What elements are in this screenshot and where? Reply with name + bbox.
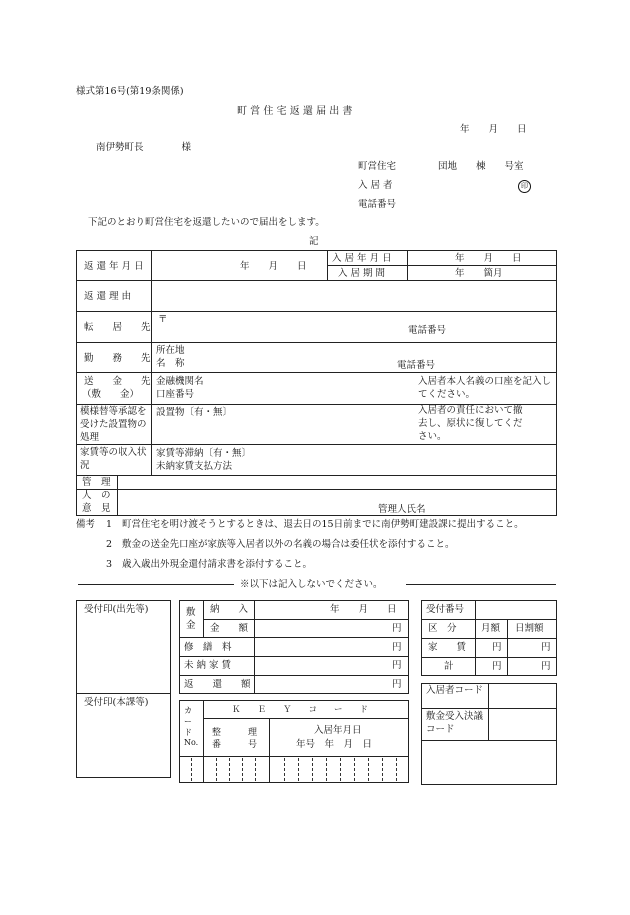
manager-label-3: 意 見 <box>82 503 111 514</box>
account-no-label: 口座番号 <box>156 389 195 400</box>
total-row-daily: 円 <box>541 661 551 672</box>
card-no-label: カード No. <box>184 706 199 748</box>
rent-payment: 未納家賃支払方法 <box>156 461 233 472</box>
note-1-text: 町営住宅を明け渡そうとするときは、退去日の15日前までに南伊勢町建設課に提出すること。 <box>122 519 524 530</box>
housing-label: 町営住宅 <box>358 161 397 172</box>
manager-label-1: 管 理 <box>82 477 111 488</box>
grid-header-monthly: 月額 <box>481 623 501 634</box>
return-date-value: 年 月 日 <box>240 261 307 272</box>
divider-left <box>78 584 234 585</box>
header-date: 年 月 日 <box>460 124 527 135</box>
workplace-address-label: 所在地 <box>156 345 185 356</box>
total-row-monthly: 円 <box>492 661 502 672</box>
seal-mark: 印 <box>518 180 531 193</box>
reason-label: 返 還 理 由 <box>84 291 132 302</box>
new-address-phone-label: 電話番号 <box>408 325 447 336</box>
note-1-no: 1 <box>106 519 113 530</box>
workplace-phone-label: 電話番号 <box>397 360 436 371</box>
repair-fee-label: 修 繕 料 <box>184 642 232 653</box>
note-3-text: 歳入歳出外現金還付請求書を添付すること。 <box>122 559 313 570</box>
installed-items: 設置物〔有・無〕 <box>156 407 233 418</box>
deposit-amount-label: 金 額 <box>210 623 249 634</box>
remit-label-deposit: （敷 金） <box>82 389 140 400</box>
repair-fee-value: 円 <box>392 642 402 653</box>
deposit-label-1: 敷 <box>186 607 196 618</box>
note-2-text: 敷金の送金先口座が家族等入居者以外の名義の場合は委任状を添付すること。 <box>122 539 455 550</box>
unpaid-rent-label: 未 納 家 賃 <box>184 660 232 671</box>
move-in-ym-label: 入居年月日 <box>314 725 362 736</box>
receipt-no-label: 受付番号 <box>426 604 465 615</box>
intro-text: 下記のとおり町営住宅を返還したいので届出をします。 <box>88 217 325 228</box>
ki-label: 記 <box>309 236 319 247</box>
stamp-2-label: 受付印(本課等) <box>84 697 149 708</box>
divider-right <box>406 584 556 585</box>
housing-units: 団地 棟 号室 <box>438 161 524 172</box>
manager-label-2: 人 の <box>82 490 111 501</box>
resident-label: 入 居 者 <box>358 180 393 191</box>
deposit-in-value: 年 月 日 <box>330 604 397 615</box>
deposit-in-label: 納 入 <box>210 604 249 615</box>
refund-value: 円 <box>392 679 402 690</box>
deposit-amount-value: 円 <box>392 623 402 634</box>
remit-label: 送 金 先 <box>84 376 151 387</box>
page-title: 町 営 住 宅 返 還 届 出 書 <box>237 106 353 117</box>
move-in-date-value: 年 月 日 <box>455 253 522 264</box>
unpaid-rent-value: 円 <box>392 660 402 671</box>
new-address-label: 転 居 先 <box>84 322 151 333</box>
residence-period-label: 入 居 期 間 <box>338 268 386 279</box>
note-2-no: 2 <box>106 539 113 550</box>
notes-label: 備考 <box>76 519 96 530</box>
return-date-label: 返 還 年 月 日 <box>84 261 144 272</box>
note-3-no: 3 <box>106 559 113 570</box>
workplace-label: 勤 務 先 <box>84 353 151 364</box>
workplace-name-label: 名 称 <box>156 358 185 369</box>
residence-period-value: 年 箇月 <box>455 268 503 279</box>
divider-text: ※以下は記入しないでください。 <box>240 579 383 590</box>
move-in-date-label: 入 居 年 月 日 <box>332 253 392 264</box>
rent-row-daily: 円 <box>541 642 551 653</box>
key-code-label: Ｋ Ｅ Ｙ コ ー ド <box>232 705 369 715</box>
modification-note: 入居者の責任において撤去し、原状に復してください。 <box>418 405 523 442</box>
stamp-1-label: 受付印(出先等) <box>84 604 149 615</box>
form-number: 様式第16号(第19条関係) <box>76 86 184 97</box>
grid-header-daily: 日割額 <box>515 623 544 634</box>
resident-code-label: 入居者コード <box>426 685 484 696</box>
manager-name-label: 管理人氏名 <box>378 504 426 515</box>
remit-note: 入居者本人名義の口座を記入してください。 <box>418 376 552 400</box>
rent-arrears: 家賃等滞納〔有・無〕 <box>156 448 252 459</box>
deposit-label-2: 金 <box>186 620 196 631</box>
rent-row-monthly: 円 <box>492 642 502 653</box>
grid-header-category: 区 分 <box>428 623 457 634</box>
rent-label: 家賃等の収入状況 <box>80 447 147 471</box>
deposit-resolution-label: 敷金受入決議コード <box>426 711 484 735</box>
stamp-area <box>76 600 171 778</box>
refund-label: 返 還 額 <box>184 679 251 690</box>
seiri-no-label: 整 理 番 号 <box>212 728 258 751</box>
modification-label: 模様替等承認を受けた設置物の処理 <box>80 406 147 443</box>
postal-mark: 〒 <box>158 314 168 325</box>
addressee: 南伊勢町長 様 <box>96 142 192 153</box>
bank-name-label: 金融機関名 <box>156 376 204 387</box>
rent-row-label: 家 賃 <box>428 642 467 653</box>
total-row-label: 計 <box>444 661 454 672</box>
phone-label: 電話番号 <box>358 199 397 210</box>
move-in-ym-sub: 年号 年 月 日 <box>296 739 373 750</box>
